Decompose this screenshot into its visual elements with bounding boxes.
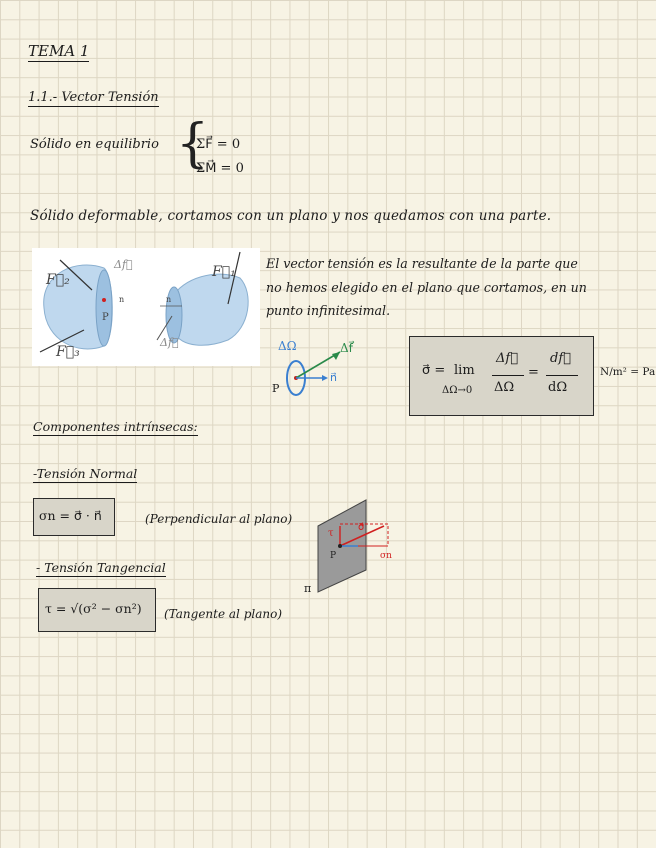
section-heading: 1.1.- Vector Tensión xyxy=(28,90,159,105)
delta-f-label-bottom: Δf⃗ xyxy=(160,336,179,349)
page-title: TEMA 1 xyxy=(28,42,90,60)
intrinsic-heading: Componentes intrínsecas: xyxy=(33,419,198,434)
fraction1-bar xyxy=(492,375,524,376)
point-p-small-label: P xyxy=(272,382,280,395)
deformable-solid-text: Sólido deformable, cortamos con un plano y nos quedamos con una parte. xyxy=(30,208,552,224)
equilibrium-label: Sólido en equilibrio xyxy=(30,137,159,152)
force-f3-label: F⃗₃ xyxy=(56,344,80,360)
description-line-1: El vector tensión es la resultante de la parte que xyxy=(266,256,578,271)
tangential-formula-box xyxy=(38,588,156,632)
normal-tension-heading: -Tensión Normal xyxy=(33,466,138,481)
plane-sigma-label: σ⃗ xyxy=(358,522,365,533)
fraction1-denominator: ΔΩ xyxy=(494,380,515,395)
limit-subscript: ΔΩ→0 xyxy=(442,385,473,396)
limit-word: lim xyxy=(454,363,475,378)
equation-sum-forces: ΣF⃗ = 0 xyxy=(196,137,241,152)
force-f1-label: F⃗₁ xyxy=(212,264,236,280)
fraction2-bar xyxy=(546,375,578,376)
delta-omega-label: ΔΩ xyxy=(278,339,297,353)
equilibrium-brace: { xyxy=(176,114,210,174)
plane-stress-diagram xyxy=(302,496,394,596)
tangential-formula: τ = √(σ² − σn²) xyxy=(45,601,142,616)
n-vector-label: n⃗ xyxy=(330,371,337,384)
normal-formula: σn = σ⃗ · n⃗ xyxy=(39,508,102,523)
normal-note: (Perpendicular al plano) xyxy=(145,512,293,526)
sigma-vector: σ⃗ = xyxy=(422,363,446,378)
plane-sigma-n-label: σn xyxy=(380,551,392,561)
point-p-label: P xyxy=(102,312,109,323)
cut-solid-figure xyxy=(32,248,260,366)
normal-n-label-left: n xyxy=(119,295,125,304)
plane-pi-label: π xyxy=(304,582,312,595)
tangential-note: (Tangente al plano) xyxy=(164,607,283,621)
fraction1-numerator: Δf⃗ xyxy=(496,351,519,366)
force-f2-label: F⃗₂ xyxy=(46,272,70,288)
equation-sum-moments: ΣM⃗ = 0 xyxy=(196,161,244,176)
description-line-2: no hemos elegido en el plano que cortamos, en un xyxy=(266,280,587,295)
tangential-tension-heading: - Tensión Tangencial xyxy=(36,560,166,575)
delta-omega-diagram xyxy=(270,336,370,404)
normal-n-label-right: n xyxy=(166,295,172,304)
plane-p-label: P xyxy=(330,551,337,561)
fraction2-denominator: dΩ xyxy=(548,380,568,395)
equals-sign: = xyxy=(528,365,539,380)
fraction2-numerator: df⃗ xyxy=(550,351,571,366)
units-label: N/m² = Pa xyxy=(600,366,656,378)
description-line-3: punto infinitesimal. xyxy=(266,303,391,318)
plane-tau-label: τ xyxy=(328,528,334,539)
normal-formula-box xyxy=(33,498,115,536)
delta-f-label-top: Δf⃗ xyxy=(114,258,133,271)
tension-formula-box xyxy=(409,336,594,416)
delta-f-vector-label: Δf⃗ xyxy=(340,341,353,355)
